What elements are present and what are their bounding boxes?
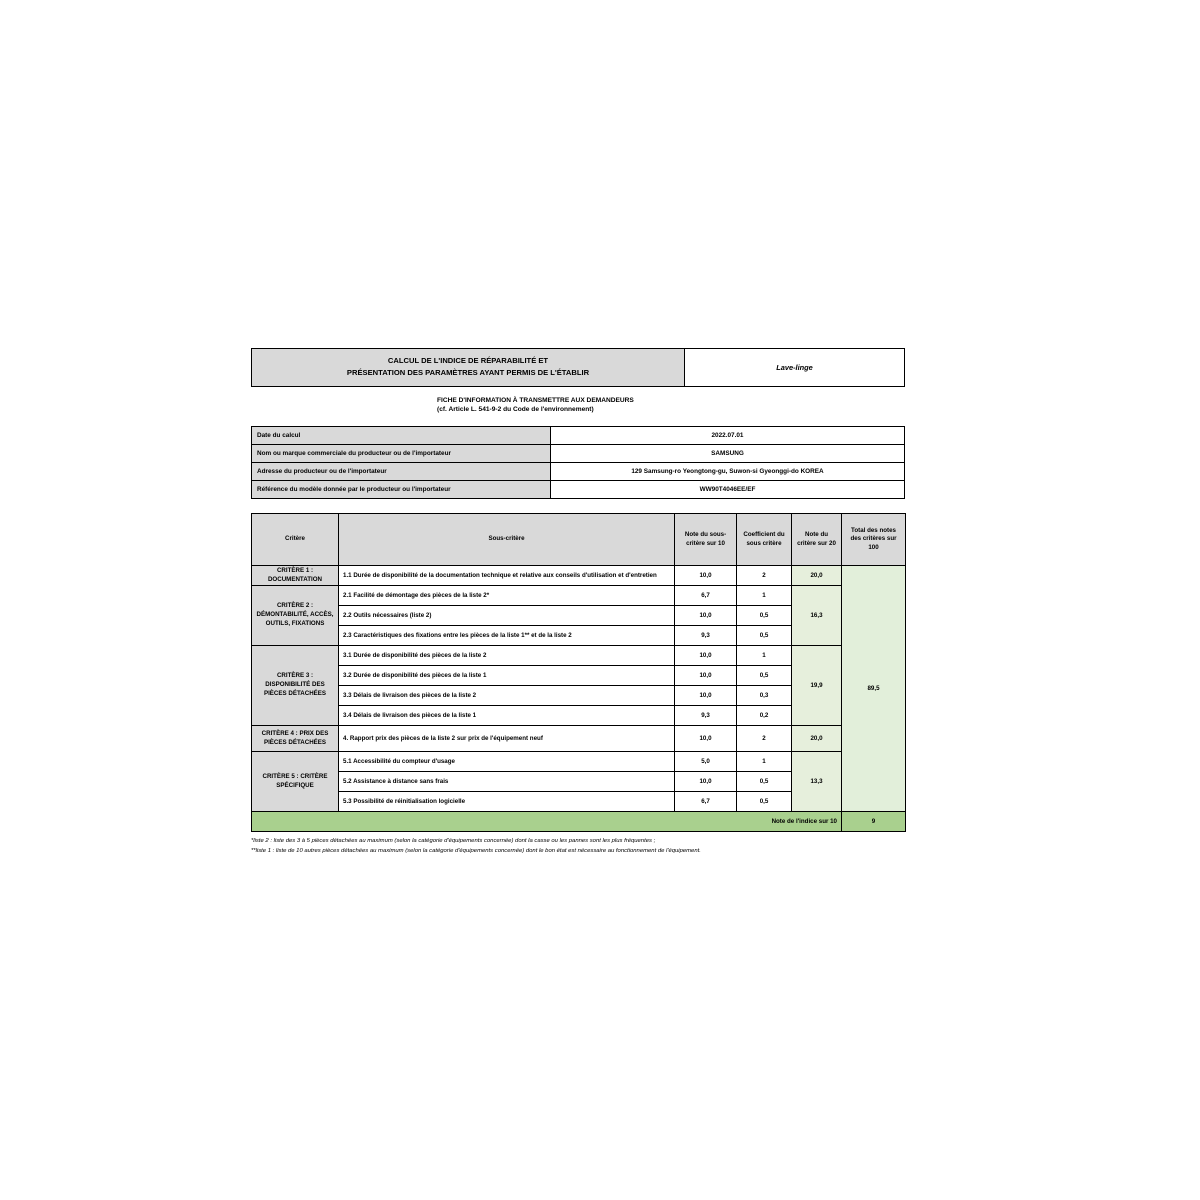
info-label: Adresse du producteur ou de l'importateur (252, 463, 551, 481)
info-label: Date du calcul (252, 427, 551, 445)
criterion-note20: 20,0 (792, 726, 842, 752)
table-row (252, 646, 906, 666)
subcriterion-label: 4. Rapport prix des pièces de la liste 2 sur prix de l'équipement neuf (339, 726, 675, 752)
table-row (252, 586, 906, 606)
table-row (252, 445, 905, 463)
subcriterion-label: 2.3 Caractéristiques des fixations entre les pièces de la liste 1** et de la liste 2 (339, 626, 675, 646)
column-header-coefficient: Coefficient du sous critère (737, 514, 792, 566)
subcriterion-note: 5,0 (675, 752, 737, 772)
subcriterion-coefficient: 2 (737, 566, 792, 586)
subcriterion-label: 3.4 Délais de livraison des pièces de la liste 1 (339, 706, 675, 726)
subcriterion-coefficient: 2 (737, 726, 792, 752)
header-title (252, 349, 685, 386)
subcriterion-coefficient: 0,5 (737, 626, 792, 646)
repairability-index-sheet (251, 348, 905, 857)
subcriterion-coefficient: 1 (737, 646, 792, 666)
subcriterion-label: 3.2 Durée de disponibilité des pièces de la liste 1 (339, 666, 675, 686)
subcriterion-label: 1.1 Durée de disponibilité de la documentation technique et relative aux conseils d'utilisation et d'entretien (339, 566, 675, 586)
info-value: 2022.07.01 (551, 427, 905, 445)
final-index-value: 9 (842, 812, 906, 832)
table-header-row (252, 514, 906, 566)
column-header-total: Total des notes des critères sur 100 (842, 514, 906, 566)
subcriterion-label: 5.3 Possibilité de réinitialisation logicielle (339, 792, 675, 812)
table-row (252, 481, 905, 499)
subcriterion-label: 5.1 Accessibilité du compteur d'usage (339, 752, 675, 772)
subtitle-line2: (cf. Article L. 541-9-2 du Code de l'environnement) (437, 406, 594, 414)
info-label: Référence du modèle donnée par le producteur ou l'importateur (252, 481, 551, 499)
info-label: Nom ou marque commerciale du producteur ou de l'importateur (252, 445, 551, 463)
info-value: WW90T4046EE/EF (551, 481, 905, 499)
final-index-label: Note de l'indice sur 10 (252, 812, 842, 832)
subcriterion-note: 10,0 (675, 726, 737, 752)
subcriterion-label: 2.1 Facilité de démontage des pièces de la liste 2* (339, 586, 675, 606)
subcriterion-note: 10,0 (675, 606, 737, 626)
footnote-liste1: **liste 1 : liste de 10 autres pièces détachées au maximum (selon la catégorie d'équipements concernée) dont le bon état est nécessaire au fonctionnement de l'équipement. (251, 848, 701, 855)
criterion-name: CRITÈRE 5 : CRITÈRE SPÉCIFIQUE (252, 752, 339, 812)
subcriterion-label: 5.2 Assistance à distance sans frais (339, 772, 675, 792)
subcriterion-coefficient: 1 (737, 752, 792, 772)
criterion-name: CRITÈRE 2 : DÉMONTABILITÉ, ACCÈS, OUTILS, FIXATIONS (252, 586, 339, 646)
subcriterion-note: 6,7 (675, 792, 737, 812)
criterion-name: CRITÈRE 1 : DOCUMENTATION (252, 566, 339, 586)
subcriterion-coefficient: 0,5 (737, 772, 792, 792)
subcriterion-coefficient: 0,2 (737, 706, 792, 726)
subcriterion-note: 10,0 (675, 666, 737, 686)
footnote-liste2: *liste 2 : liste des 3 à 5 pièces détachées au maximum (selon la catégorie d'équipements concernée) dont la casse ou les pannes sont les plus fréquentes ; (251, 838, 656, 845)
subtitle-line1: FICHE D'INFORMATION À TRANSMETTRE AUX DEMANDEURS (437, 396, 634, 404)
criterion-note20: 13,3 (792, 752, 842, 812)
header-title-line1: CALCUL DE L'INDICE DE RÉPARABILITÉ ET (387, 356, 549, 365)
header-title-line2: PRÉSENTATION DES PARAMÈTRES AYANT PERMIS DE L'ÉTABLIR (346, 367, 590, 377)
subcriterion-note: 10,0 (675, 566, 737, 586)
subcriterion-label: 3.3 Délais de livraison des pièces de la liste 2 (339, 686, 675, 706)
document-header (251, 348, 905, 387)
criterion-name: CRITÈRE 3 : DISPONIBILITÉ DES PIÈCES DÉTACHÉES (252, 646, 339, 726)
info-value: 129 Samsung-ro Yeongtong-gu, Suwon-si Gyeonggi-do KOREA (551, 463, 905, 481)
table-row (252, 463, 905, 481)
column-header-note20: Note du critère sur 20 (792, 514, 842, 566)
column-header-criterion: Critère (252, 514, 339, 566)
info-value: SAMSUNG (551, 445, 905, 463)
subcriterion-note: 10,0 (675, 686, 737, 706)
criterion-note20: 20,0 (792, 566, 842, 586)
subcriterion-coefficient: 0,5 (737, 606, 792, 626)
subcriterion-note: 10,0 (675, 646, 737, 666)
subcriterion-note: 10,0 (675, 772, 737, 792)
subcriterion-coefficient: 0,5 (737, 666, 792, 686)
subcriterion-coefficient: 0,3 (737, 686, 792, 706)
criterion-note20: 16,3 (792, 586, 842, 646)
product-type: Lave-linge (685, 349, 904, 386)
subcriterion-label: 3.1 Durée de disponibilité des pièces de la liste 2 (339, 646, 675, 666)
table-row (252, 726, 906, 752)
column-header-subcriterion: Sous-critère (339, 514, 675, 566)
criterion-note20: 19,9 (792, 646, 842, 726)
scoring-table (251, 513, 906, 832)
subcriterion-note: 9,3 (675, 706, 737, 726)
table-footer-row (252, 812, 906, 832)
subcriterion-note: 6,7 (675, 586, 737, 606)
subcriterion-coefficient: 1 (737, 586, 792, 606)
total-score: 89,5 (842, 566, 906, 812)
subcriterion-label: 2.2 Outils nécessaires (liste 2) (339, 606, 675, 626)
criterion-name: CRITÈRE 4 : PRIX DES PIÈCES DÉTACHÉES (252, 726, 339, 752)
product-info-table (251, 426, 905, 499)
table-row (252, 427, 905, 445)
table-row (252, 566, 906, 586)
column-header-note-sub: Note du sous-critère sur 10 (675, 514, 737, 566)
subcriterion-coefficient: 0,5 (737, 792, 792, 812)
subcriterion-note: 9,3 (675, 626, 737, 646)
footnotes (251, 837, 905, 856)
table-row (252, 752, 906, 772)
document-subtitle (437, 396, 905, 416)
